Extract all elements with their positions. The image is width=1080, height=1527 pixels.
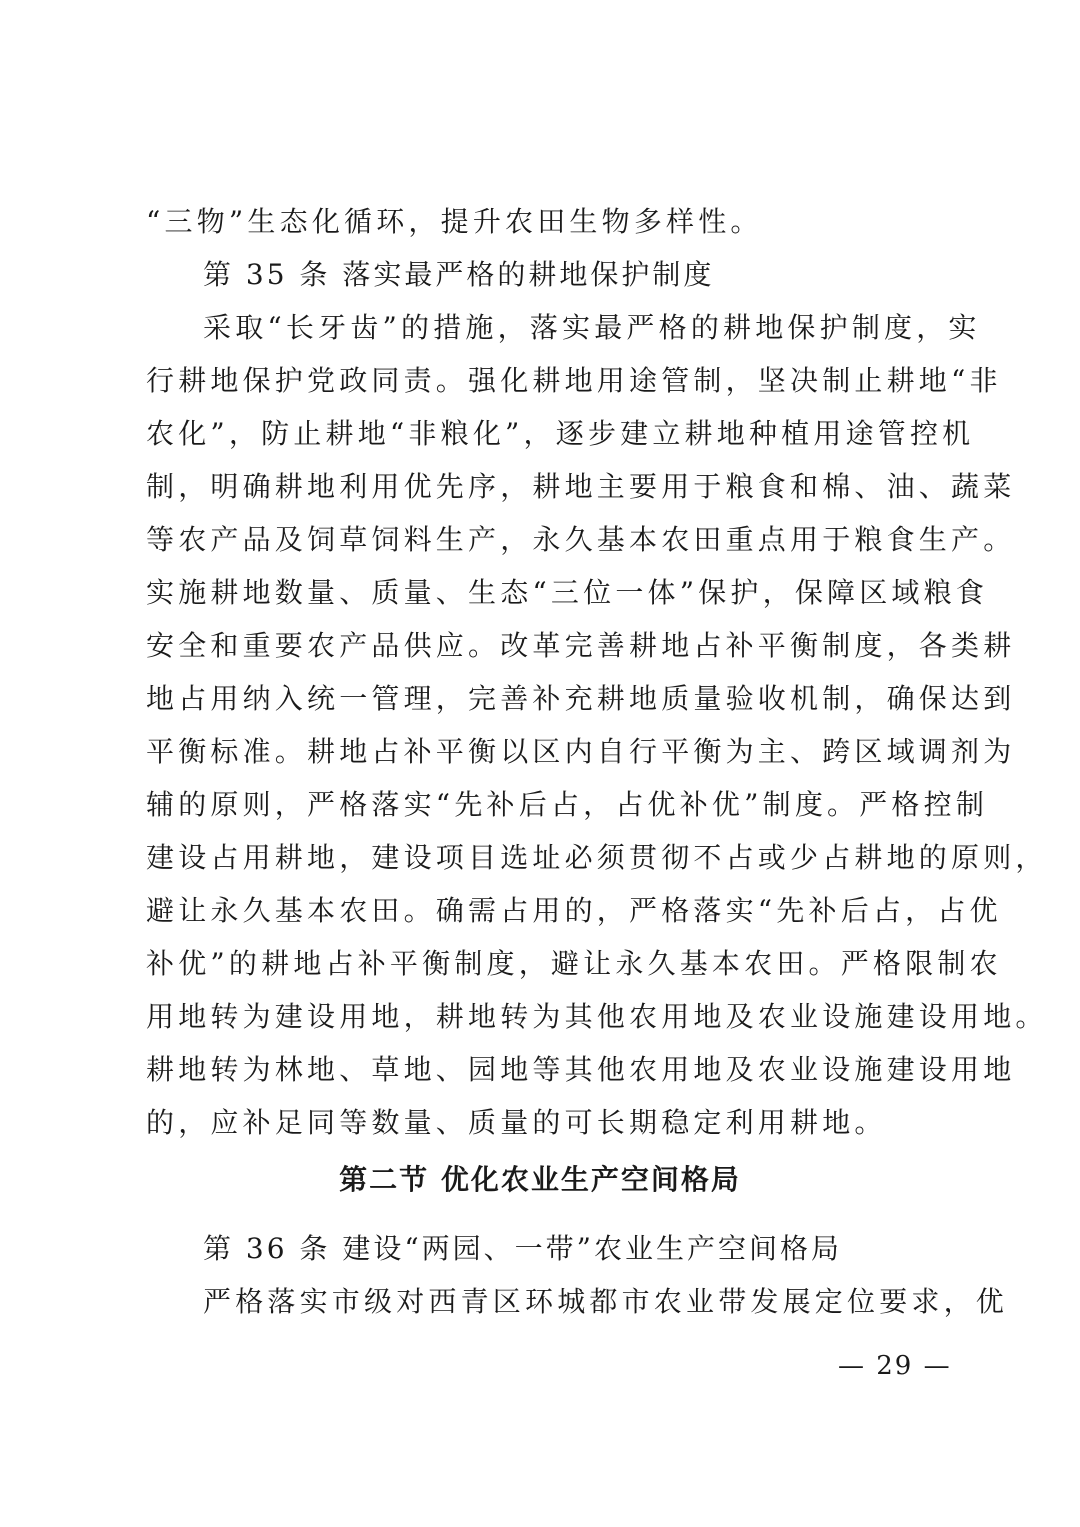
article-35-line: 行耕地保护党政同责。强化耕地用途管制，坚决制止耕地“非 (146, 364, 1002, 397)
article-35-line: 补优”的耕地占补平衡制度，避让永久基本农田。严格限制农 (146, 947, 1002, 980)
article-35-line: 采取“长牙齿”的措施，落实最严格的耕地保护制度，实 (203, 311, 981, 344)
article-36-title: 第 36 条 建设“两园、一带”农业生产空间格局 (203, 1232, 842, 1265)
page-number: — 29 — (838, 1351, 952, 1381)
article-35-line: 辅的原则，严格落实“先补后占，占优补优”制度。严格控制 (146, 788, 989, 821)
article-35-line: 避让永久基本农田。确需占用的，严格落实“先补后占，占优 (146, 894, 1002, 927)
article-35-line: 地占用纳入统一管理，完善补充耕地质量验收机制，确保达到 (146, 682, 1016, 715)
article-35-line: 用地转为建设用地，耕地转为其他农用地及农业设施建设用地。 (146, 1000, 1048, 1033)
section-heading: 第二节 优化农业生产空间格局 (339, 1163, 741, 1196)
article-35-line: 实施耕地数量、质量、生态“三位一体”保护，保障区域粮食 (146, 576, 989, 609)
article-35-line: 建设占用耕地，建设项目选址必须贯彻不占或少占耕地的原则， (146, 841, 1048, 874)
article-35-line: 平衡标准。耕地占补平衡以区内自行平衡为主、跨区域调剂为 (146, 735, 1016, 768)
article-35-line: 农化”，防止耕地“非粮化”，逐步建立耕地种植用途管控机 (146, 417, 975, 450)
article-35-line: 安全和重要农产品供应。改革完善耕地占补平衡制度，各类耕 (146, 629, 1016, 662)
article-36-line: 严格落实市级对西青区环城都市农业带发展定位要求，优 (203, 1285, 1009, 1318)
article-35-line: 耕地转为林地、草地、园地等其他农用地及农业设施建设用地 (146, 1053, 1016, 1086)
intro-line: “三物”生态化循环，提升农田生物多样性。 (146, 205, 763, 238)
article-35-line: 制，明确耕地利用优先序，耕地主要用于粮食和棉、油、蔬菜 (146, 470, 1016, 503)
article-35-line: 等农产品及饲草饲料生产，永久基本农田重点用于粮食生产。 (146, 523, 1016, 556)
article-35-line: 的，应补足同等数量、质量的可长期稳定利用耕地。 (146, 1106, 887, 1139)
article-35-title: 第 35 条 落实最严格的耕地保护制度 (203, 258, 715, 291)
